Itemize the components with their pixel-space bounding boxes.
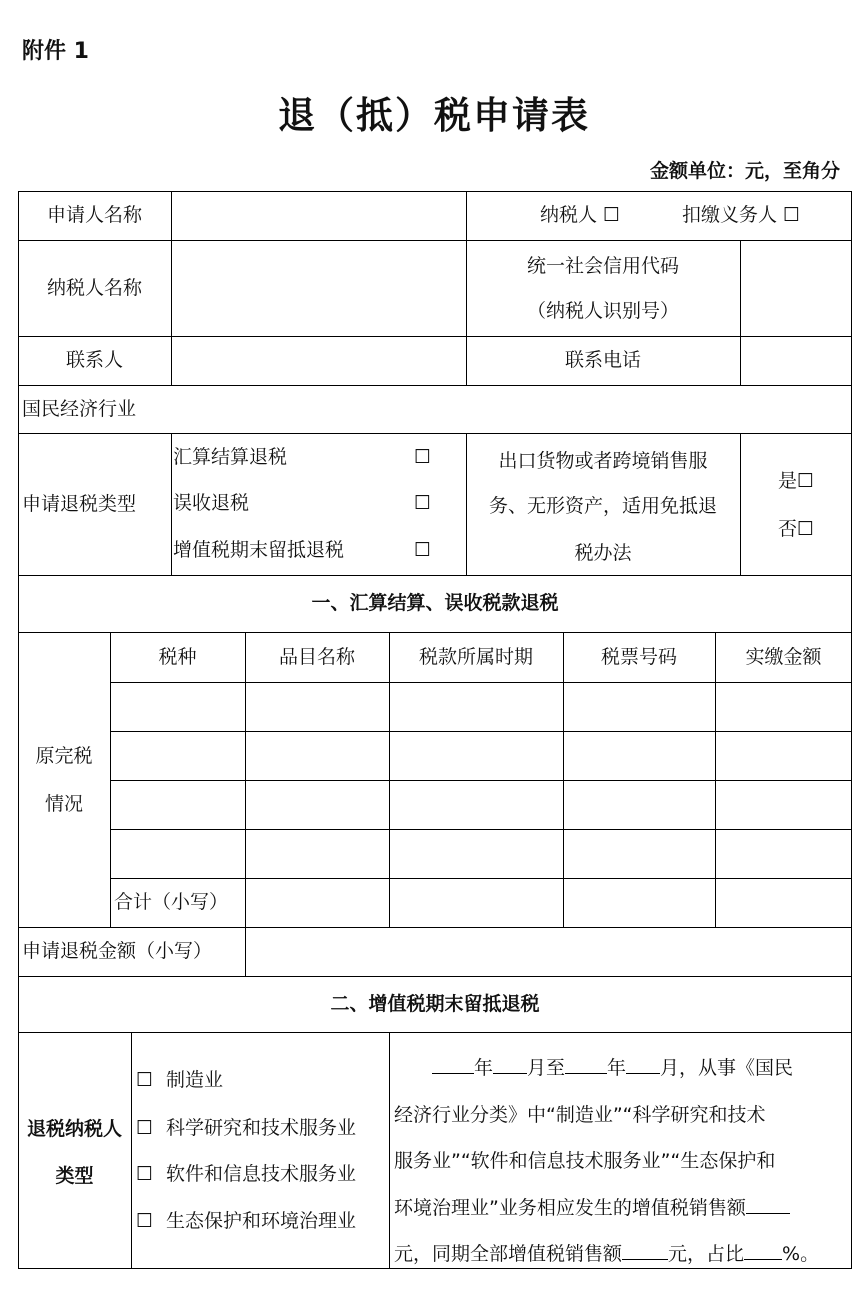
credit-code-field[interactable] <box>741 241 851 335</box>
ratio-blank[interactable] <box>744 1241 782 1260</box>
total-sales-blank[interactable] <box>622 1241 668 1260</box>
refund-form-table <box>18 191 852 1269</box>
original-tax-label-line2: 情况 <box>44 792 83 815</box>
no-checkbox[interactable]: 否☐ <box>777 517 815 540</box>
ecology-label: 生态保护和环境治理业 <box>166 1210 357 1232</box>
statement-line1: 年 月至 年 月，从事《国民 <box>394 1045 850 1092</box>
col-tax-type: 税种 <box>158 645 197 668</box>
start-year-blank[interactable] <box>432 1055 474 1074</box>
attachment-label: 附件 1 <box>22 39 89 64</box>
form-title: 退（抵）税申请表 <box>278 94 590 137</box>
ecology-checkbox[interactable]: ☐ <box>136 1210 154 1232</box>
statement-line2: 经济行业分类》中“制造业”“科学研究和技术 <box>394 1103 766 1126</box>
phone-field[interactable] <box>741 337 851 384</box>
taxpayer-id-label: （纳税人识别号） <box>526 299 679 322</box>
col-item-name: 品目名称 <box>278 645 355 668</box>
phone-label: 联系电话 <box>564 349 641 372</box>
vat-sales-statement <box>394 1045 850 1278</box>
refund-taxpayer-type-label-line2: 类型 <box>55 1164 94 1187</box>
refund-type-mistaken-checkbox[interactable]: ☐ <box>414 492 432 514</box>
section2-title: 二、增值税期末留抵退税 <box>330 992 540 1015</box>
col-ticket-number: 税票号码 <box>600 645 677 668</box>
industry-label: 国民经济行业 <box>22 397 137 420</box>
research-checkbox[interactable]: ☐ <box>136 1117 154 1139</box>
yes-checkbox[interactable]: 是☐ <box>777 469 815 492</box>
export-text-line2: 务、无形资产，适用免抵退 <box>488 494 717 517</box>
credit-code-label: 统一社会信用代码 <box>526 254 679 277</box>
refund-type-mistaken: 误收退税 <box>173 492 250 514</box>
statement-line4: 环境治理业”业务相应发生的增值税销售额 <box>394 1185 850 1232</box>
manufacturing-checkbox[interactable]: ☐ <box>136 1069 154 1091</box>
col-paid-amount: 实缴金额 <box>745 645 822 668</box>
refund-type-vat-credit: 增值税期末留抵退税 <box>173 539 345 561</box>
contact-label: 联系人 <box>65 349 123 372</box>
amount-unit: 金额单位：元，至角分 <box>649 160 840 182</box>
col-tax-period: 税款所属时期 <box>418 645 533 668</box>
refund-taxpayer-type-label-line1: 退税纳税人 <box>26 1117 122 1140</box>
subtotal-label: 合计（小写） <box>114 891 229 914</box>
start-month-blank[interactable] <box>493 1055 527 1074</box>
applicant-name-field[interactable] <box>172 192 465 239</box>
refund-type-settlement-checkbox[interactable]: ☐ <box>414 446 432 468</box>
applicant-name-label: 申请人名称 <box>46 204 142 227</box>
software-checkbox[interactable]: ☐ <box>136 1163 154 1185</box>
contact-field[interactable] <box>172 337 465 384</box>
statement-line5: 元，同期全部增值税销售额 元，占比 %。 <box>394 1243 820 1265</box>
refund-type-settlement: 汇算结算退税 <box>173 446 288 468</box>
section1-title: 一、汇算结算、误收税款退税 <box>311 592 559 615</box>
research-label: 科学研究和技术服务业 <box>166 1117 357 1139</box>
vat-sales-blank[interactable] <box>746 1195 790 1214</box>
refund-type-label: 申请退税类型 <box>22 492 137 515</box>
original-tax-label-line1: 原完税 <box>35 744 93 767</box>
end-month-blank[interactable] <box>626 1055 660 1074</box>
software-label: 软件和信息技术服务业 <box>166 1163 357 1185</box>
export-text-line1: 出口货物或者跨境销售服 <box>498 449 708 472</box>
withholder-checkbox[interactable]: 扣缴义务人 ☐ <box>682 204 801 226</box>
end-year-blank[interactable] <box>565 1055 607 1074</box>
industry-field[interactable] <box>172 386 851 432</box>
statement-line3: 服务业”“软件和信息技术服务业”“生态保护和 <box>394 1150 776 1172</box>
manufacturing-label: 制造业 <box>166 1069 224 1091</box>
refund-amount-field[interactable] <box>246 928 851 975</box>
export-text-line3: 税办法 <box>574 541 632 564</box>
taxpayer-name-field[interactable] <box>172 241 465 335</box>
taxpayer-name-label: 纳税人名称 <box>46 276 142 299</box>
taxpayer-checkbox[interactable]: 纳税人 ☐ <box>540 204 621 226</box>
refund-amount-label: 申请退税金额（小写） <box>22 940 213 963</box>
refund-type-vat-credit-checkbox[interactable]: ☐ <box>414 539 432 561</box>
